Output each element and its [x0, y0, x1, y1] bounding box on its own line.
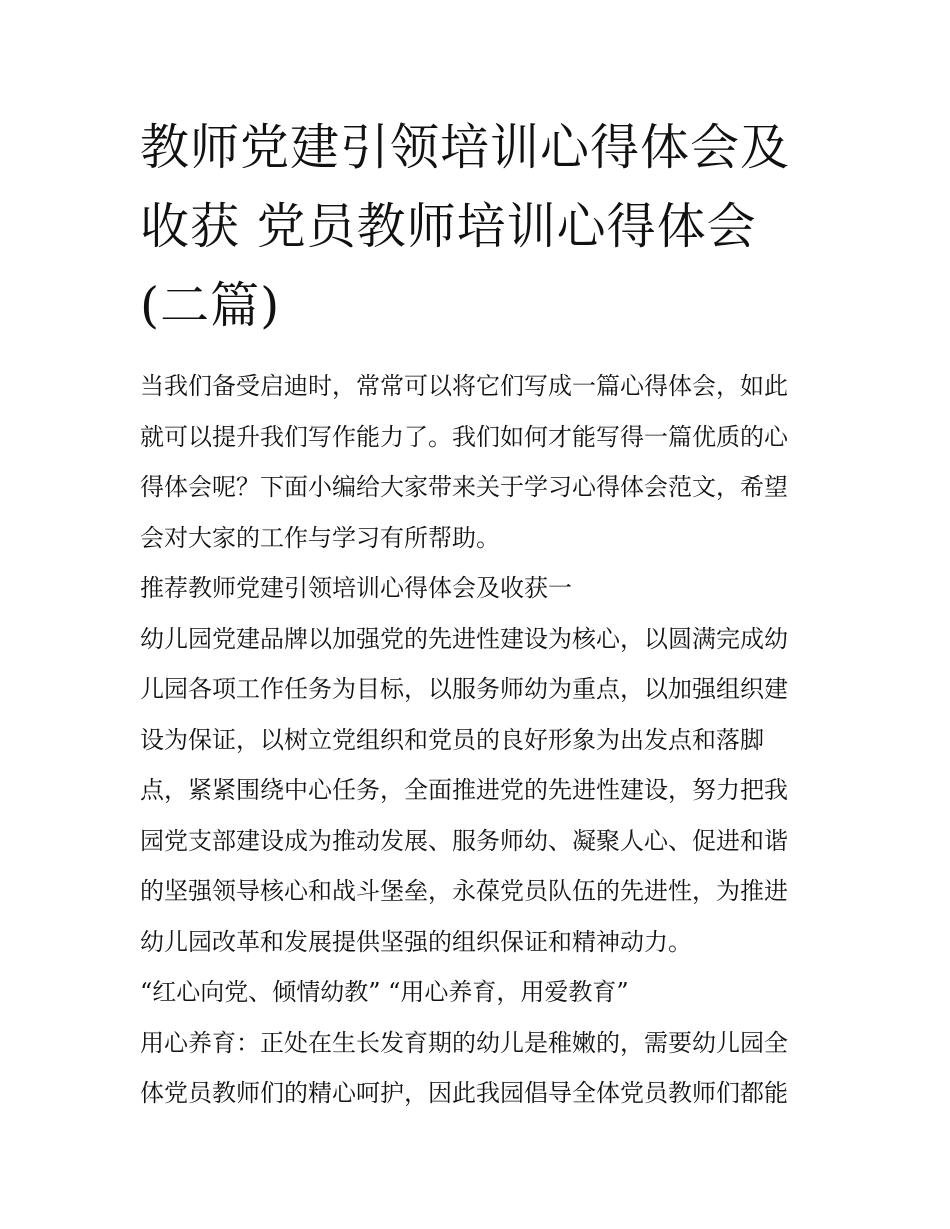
text-line: “红心向党、倾情幼教” “用心养育，用爱教育”: [140, 978, 629, 1006]
text-line: 点，紧紧围绕中心任务，全面推进党的先进性建设，努力把我: [140, 776, 788, 804]
document-title: [140, 108, 820, 345]
text-line: 当我们备受启迪时，常常可以将它们写成一篇心得体会，如此: [140, 372, 788, 400]
text-line: 设为保证，以树立党组织和党员的良好形象为出发点和落脚: [140, 725, 764, 754]
body-paragraph: [140, 614, 820, 968]
text-line: 的坚强领导核心和战斗堡垒，永葆党员队伍的先进性，为推进: [140, 877, 788, 905]
text-line: 儿园各项工作任务为目标，以服务师幼为重点，以加强组织建: [140, 675, 788, 703]
intro-paragraph: [140, 361, 820, 563]
text-line: 得体会呢？下面小编给大家带来关于学习心得体会范文，希望: [140, 473, 788, 501]
text-line: 园党支部建设成为推动发展、服务师幼、凝聚人心、促进和谐: [140, 826, 788, 855]
text-line: 就可以提升我们写作能力了。我们如何才能写得一篇优质的心: [140, 422, 788, 451]
document-body: [140, 108, 820, 1119]
title-line: 教师党建引领培训心得体会及: [140, 119, 791, 176]
title-line: (二篇): [140, 277, 281, 334]
text-line: 推荐教师党建引领培训心得体会及收获一: [140, 574, 572, 602]
body-paragraph: [140, 1018, 820, 1119]
title-line: 收获 党员教师培训心得体会: [140, 198, 757, 255]
text-line: 幼儿园党建品牌以加强党的先进性建设为核心，以圆满完成幼: [140, 624, 788, 653]
section-heading: [140, 563, 820, 614]
text-line: 幼儿园改革和发展提供坚强的组织保证和精神动力。: [140, 927, 692, 956]
text-line: 体党员教师们的精心呵护，因此我园倡导全体党员教师们都能: [140, 1079, 788, 1107]
text-line: 用心养育：正处在生长发育期的幼儿是稚嫩的，需要幼儿园全: [140, 1028, 788, 1057]
text-line: 会对大家的工作与学习有所帮助。: [140, 523, 500, 552]
slogan-paragraph: [140, 967, 820, 1018]
